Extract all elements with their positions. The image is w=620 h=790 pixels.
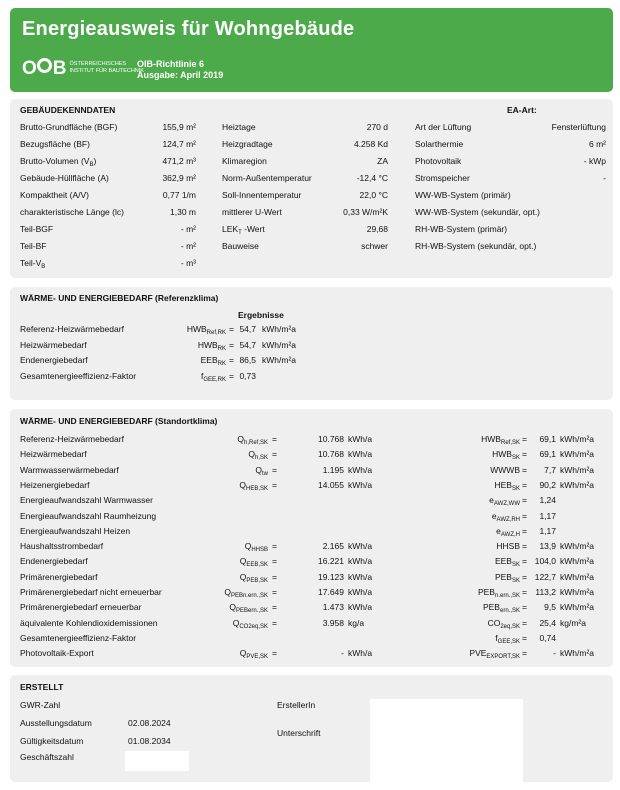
issue-date-label: Ausstellungsdatum: [20, 718, 92, 728]
label-text: Norm-Außentemperatur: [222, 173, 312, 183]
site-row-equals-specific: =: [522, 587, 527, 597]
site-row-value: 19.123: [318, 571, 344, 582]
building-data-label: [20, 122, 117, 133]
site-row-equals-specific: =: [522, 449, 527, 460]
site-row-symbol-specific: [400, 526, 520, 541]
climate-data-value: 270 d: [366, 122, 388, 132]
reference-row-symbol: [130, 371, 226, 386]
site-row-equals-specific: =: [522, 510, 527, 521]
site-row-unit: kWh/a: [348, 571, 373, 582]
site-row-symbol-specific: [400, 495, 520, 510]
site-row-equals-specific: =: [522, 602, 527, 613]
site-row-value: 17.649: [318, 587, 344, 597]
building-data-label: [20, 156, 96, 171]
site-row-unit: kWh/a: [348, 434, 373, 444]
site-row-label: Primärenergiebedarf: [20, 571, 98, 582]
ea-art-label: EA-Art:: [507, 105, 537, 115]
site-row-unit-specific: kWh/m²a: [560, 464, 594, 475]
site-row-symbol: [170, 541, 268, 556]
site-row-unit-specific: kWh/m²a: [560, 556, 594, 567]
site-row-symbol-specific: [400, 618, 520, 633]
site-row-value-specific: 1,24: [539, 495, 556, 506]
reference-row-label: Referenz-Heizwärmebedarf: [20, 324, 124, 334]
reference-row-label: Gesamtenergieeffizienz-Faktor: [20, 370, 137, 381]
symbol-text: PEB: [477, 587, 495, 597]
system-data-value: -: [603, 173, 606, 183]
site-row-value: 2.165: [322, 541, 344, 552]
site-row-unit: kWh/a: [348, 587, 373, 597]
reference-row-label: Heizwärmebedarf: [20, 339, 87, 350]
building-data-value: 155,9 m²: [162, 122, 196, 132]
climate-data-label: [222, 241, 259, 252]
building-data-label: [20, 173, 109, 184]
site-row-value: -: [341, 648, 344, 659]
site-row-unit: kg/a: [348, 617, 365, 628]
symbol-subscript: SK: [511, 455, 520, 462]
climate-data-value: -12,4 °C: [356, 173, 388, 183]
symbol-text: Q: [229, 602, 236, 613]
climate-data-label: [222, 122, 256, 133]
building-data-value: - m²: [180, 241, 196, 251]
symbol-subscript: PVE,SK: [246, 654, 268, 661]
building-data-value: 124,7 m²: [162, 139, 196, 149]
site-row-value: 1.473: [322, 602, 344, 613]
site-row-value-specific: 1,17: [539, 525, 556, 536]
site-row-value: 10.768: [318, 449, 344, 460]
site-row-equals: =: [272, 571, 277, 582]
symbol-text: Q: [239, 556, 247, 567]
file-number-box: [125, 751, 189, 771]
site-row-value-specific: 113,2: [535, 587, 556, 597]
symbol-text: EEB: [494, 556, 512, 567]
label-text: Bezugsfläche (BF): [20, 139, 90, 149]
reference-row-value: 86,5: [239, 355, 256, 365]
climate-data-label: [222, 139, 273, 150]
symbol-text: Q: [244, 541, 252, 552]
label-text: Brutto-Grundfläche (BGF): [20, 122, 118, 132]
reference-row-value: 54,7: [239, 339, 256, 350]
climate-data-value: 22,0 °C: [359, 190, 388, 200]
symbol-subscript: AWZ,H: [500, 531, 520, 538]
symbol-text: HWB: [186, 324, 207, 334]
site-row-label: Endenergiebedarf: [20, 556, 88, 567]
climate-data-value: schwer: [361, 241, 388, 251]
site-row-symbol: [170, 572, 268, 587]
label-subscript: B: [41, 264, 46, 270]
symbol-subscript: n.ern.,SK: [494, 593, 520, 599]
site-row-equals-specific: =: [522, 617, 527, 628]
symbol-subscript: PEBern.,SK: [235, 608, 268, 615]
climate-data-value: 29,68: [366, 224, 388, 234]
symbol-text: f: [200, 370, 204, 381]
climate-data-label: [222, 224, 265, 239]
site-row-unit-specific: kWh/m²a: [560, 587, 594, 597]
site-row-unit-specific: kWh/m²a: [560, 449, 594, 460]
site-row-equals: =: [272, 449, 277, 460]
site-row-equals: =: [272, 556, 277, 567]
site-row-symbol-specific: [400, 511, 520, 526]
symbol-text: HEB: [494, 479, 512, 490]
symbol-text: HHSB: [496, 541, 520, 552]
site-row-equals-specific: =: [522, 479, 527, 490]
symbol-text: Q: [237, 434, 244, 444]
building-data-value: - m³: [180, 258, 196, 268]
site-row-unit-specific: kWh/m²a: [560, 479, 594, 490]
site-row-unit: kWh/a: [348, 464, 373, 475]
symbol-text: Q: [239, 479, 246, 490]
signature-label: Unterschrift: [277, 728, 321, 738]
site-row-symbol-specific: [400, 587, 520, 602]
reference-row-symbol: [130, 340, 226, 355]
site-row-equals-specific: =: [522, 648, 527, 659]
section-title-created: ERSTELLT: [20, 682, 64, 692]
system-data-label: Photovoltaik: [415, 156, 462, 166]
symbol-text: Q: [239, 571, 247, 582]
system-data-value: Fensterlüftung: [551, 122, 606, 132]
site-row-value: 16.221: [318, 556, 344, 567]
label-text: mittlerer U-Wert: [222, 207, 282, 217]
symbol-text: HWB: [197, 339, 218, 350]
symbol-text: PVE: [469, 648, 487, 659]
oib-logo-text: ÖSTERREICHISCHES INSTITUT FÜR BAUTECHNIK: [69, 61, 144, 74]
symbol-subscript: EEB,SK: [246, 562, 268, 569]
site-row-symbol-specific: [400, 434, 520, 449]
file-number-label: Geschäftszahl: [20, 752, 74, 762]
symbol-text: WWWB: [490, 464, 520, 475]
site-row-value-specific: 0,74: [539, 632, 556, 643]
building-data-label: [20, 207, 124, 218]
symbol-text: EEB: [200, 355, 218, 365]
label-text: LEK: [222, 224, 239, 234]
site-row-equals-specific: =: [522, 556, 527, 567]
section-title-reference: WÄRME- UND ENERGIEBEDARF (Referenzklima): [20, 293, 219, 303]
reference-row-equals: =: [229, 324, 234, 334]
symbol-subscript: Ref,SK: [500, 440, 520, 446]
site-row-symbol-specific: [400, 633, 520, 648]
symbol-text: PEB: [482, 602, 500, 613]
site-row-label: Warmwasserwärmebedarf: [20, 464, 119, 475]
system-data-label: WW-WB-System (sekundär, opt.): [415, 207, 541, 217]
site-row-symbol-specific: [400, 449, 520, 464]
site-row-symbol: [170, 449, 268, 464]
site-row-unit: kWh/a: [348, 541, 373, 552]
creator-label: ErstellerIn: [277, 700, 316, 710]
symbol-subscript: Ref,RK: [206, 330, 226, 336]
site-row-value: 10.768: [318, 434, 344, 444]
symbol-subscript: AWZ,RH: [496, 516, 520, 523]
symbol-subscript: PEBn.ern.,SK: [230, 593, 268, 599]
site-row-label: Referenz-Heizwärmebedarf: [20, 434, 124, 444]
label-text: Soll-Innentemperatur: [222, 190, 302, 200]
climate-data-label: [222, 173, 312, 184]
building-data-value: 1,30 m: [170, 207, 196, 217]
site-row-value: 14.055: [318, 479, 344, 490]
label-suffix: -Wert: [241, 224, 265, 234]
site-row-equals-specific: =: [522, 495, 527, 506]
header-banner: [10, 8, 613, 92]
climate-data-label: [222, 190, 301, 201]
system-data-value: 6 m²: [589, 139, 606, 149]
site-row-equals-specific: =: [522, 434, 527, 444]
symbol-text: Q: [232, 617, 240, 628]
site-row-symbol: [170, 434, 268, 449]
site-row-equals: =: [272, 617, 277, 628]
symbol-text: e: [491, 510, 497, 521]
site-row-unit-specific: kWh/m²a: [560, 541, 594, 552]
site-row-value-specific: -: [553, 648, 556, 659]
reference-row-value: 0,73: [239, 370, 256, 381]
system-data-value: - kWp: [583, 156, 606, 166]
site-row-symbol-specific: [400, 480, 520, 495]
building-data-label: [20, 258, 45, 273]
symbol-subscript: PEB,SK: [246, 577, 268, 584]
reference-climate-panel: [10, 287, 613, 400]
symbol-text: e: [496, 525, 501, 536]
reference-row-equals: =: [229, 370, 234, 381]
site-row-unit: kWh/a: [348, 479, 373, 490]
site-row-value-specific: 13,9: [539, 541, 556, 552]
site-row-unit-specific: kWh/m²a: [560, 434, 594, 444]
symbol-subscript: h,Ref,SK: [243, 440, 268, 446]
oib-logo-mark: O B: [22, 58, 66, 79]
results-heading: Ergebnisse: [238, 310, 284, 320]
symbol-text: Q: [248, 449, 255, 460]
building-data-value: 362,9 m²: [162, 173, 196, 183]
symbol-subscript: GEE,RK: [203, 376, 226, 383]
label-text: Brutto-Volumen (V: [20, 156, 90, 166]
site-row-label: Haushaltsstrombedarf: [20, 541, 104, 552]
symbol-text: f: [495, 632, 498, 643]
site-row-value-specific: 90,2: [539, 479, 556, 490]
site-row-unit-specific: kWh/m²a: [560, 602, 594, 613]
site-row-symbol-specific: [400, 648, 520, 663]
gwr-label: GWR-Zahl: [20, 700, 61, 710]
created-panel: [10, 675, 613, 782]
symbol-subscript: SK: [511, 485, 520, 492]
site-row-label: Heizwärmebedarf: [20, 449, 87, 460]
site-row-symbol: [170, 602, 268, 617]
site-row-unit: kWh/a: [348, 556, 373, 567]
site-row-value-specific: 69,1: [539, 449, 556, 460]
system-data-label: WW-WB-System (primär): [415, 190, 511, 200]
reference-row-label: Endenergiebedarf: [20, 355, 88, 365]
site-row-label: Energieaufwandszahl Raumheizung: [20, 510, 157, 521]
symbol-subscript: CO2eq,SK: [239, 623, 268, 630]
symbol-subscript: h,SK: [254, 455, 268, 462]
symbol-subscript: EXPORT,SK: [486, 654, 520, 661]
site-row-unit-specific: kg/m²a: [560, 617, 586, 628]
site-climate-panel: [10, 409, 613, 667]
site-row-symbol-specific: [400, 556, 520, 571]
oib-logo: [22, 58, 144, 78]
label-text: Klimaregion: [222, 156, 267, 166]
site-row-label: Heizenergiebedarf: [20, 479, 90, 490]
site-row-symbol: [170, 587, 268, 602]
climate-data-label: [222, 207, 282, 218]
site-row-value-specific: 69,1: [539, 434, 556, 444]
site-row-symbol: [170, 465, 268, 480]
site-row-equals-specific: =: [522, 541, 527, 552]
site-row-equals: =: [272, 464, 277, 475]
reference-row-equals: =: [229, 355, 234, 365]
symbol-text: PEB: [494, 571, 512, 582]
label-text: charakteristische Länge (lc): [20, 207, 124, 217]
site-row-value-specific: 122,7: [534, 571, 556, 582]
site-row-equals: =: [272, 541, 277, 552]
label-subscript: T: [238, 230, 242, 236]
label-text: Kompaktheit (A/V): [20, 190, 89, 200]
site-row-label: Energieaufwandszahl Heizen: [20, 525, 131, 536]
symbol-subscript: GEE,SK: [497, 638, 520, 645]
symbol-subscript: ern.,SK: [499, 608, 520, 615]
system-data-label: RH-WB-System (sekundär, opt.): [415, 241, 537, 251]
issue-date-value: 02.08.2024: [128, 718, 171, 728]
site-row-value-specific: 7,7: [544, 464, 556, 475]
symbol-subscript: SK: [511, 577, 520, 584]
page-title: Energieausweis für Wohngebäude: [22, 18, 355, 40]
symbol-subscript: HEB,SK: [245, 485, 268, 492]
symbol-text: Q: [255, 464, 262, 475]
system-data-label: RH-WB-System (primär): [415, 224, 508, 234]
site-row-symbol: [170, 618, 268, 633]
building-data-label: [20, 241, 46, 252]
symbol-text: HWB: [492, 449, 512, 460]
label-text: Bauweise: [222, 241, 259, 251]
symbol-text: HWB: [481, 434, 501, 444]
site-row-value-specific: 1,17: [539, 510, 556, 521]
site-row-equals-specific: =: [522, 464, 527, 475]
system-data-label: Art der Lüftung: [415, 122, 472, 132]
valid-date-value: 01.08.2034: [128, 736, 171, 746]
climate-data-value: 4.258 Kd: [353, 139, 388, 149]
site-row-equals: =: [272, 434, 277, 444]
site-row-unit-specific: kWh/m²a: [560, 648, 594, 659]
symbol-subscript: RK: [217, 361, 226, 367]
reference-row-unit: kWh/m²a: [262, 339, 296, 350]
site-row-symbol-specific: [400, 602, 520, 617]
symbol-subscript: 2eq,SK: [500, 623, 520, 630]
climate-data-label: [222, 156, 267, 167]
site-row-value-specific: 104,0: [534, 556, 556, 567]
reference-row-unit: kWh/m²a: [262, 324, 296, 334]
symbol-subscript: SK: [511, 562, 520, 569]
symbol-subscript: RK: [217, 345, 226, 352]
section-title-building: GEBÄUDEKENNDATEN: [20, 105, 116, 115]
site-row-label: äquivalente Kohlendioxidemissionen: [20, 617, 158, 628]
symbol-text: Q: [224, 587, 231, 597]
symbol-text: CO: [487, 617, 501, 628]
symbol-text: Q: [239, 648, 247, 659]
creator-signature-box: [370, 699, 523, 782]
site-row-equals-specific: =: [522, 571, 527, 582]
site-row-symbol-specific: [400, 541, 520, 556]
label-subscript: B: [89, 162, 94, 168]
site-row-label: Primärenergiebedarf erneuerbar: [20, 602, 142, 613]
label-text: Heiztage: [222, 122, 256, 132]
building-data-label: [20, 190, 89, 201]
site-row-symbol: [170, 480, 268, 495]
building-data-value: 471,2 m³: [162, 156, 196, 166]
site-row-equals-specific: =: [522, 525, 527, 536]
site-row-unit: kWh/a: [348, 648, 373, 659]
site-row-label: Primärenergiebedarf nicht erneuerbar: [20, 587, 162, 597]
reference-row-unit: kWh/m²a: [262, 355, 296, 365]
edition: Ausgabe: April 2019: [137, 70, 224, 80]
site-row-value-specific: 25,4: [539, 617, 556, 628]
site-row-value-specific: 9,5: [544, 602, 556, 613]
site-row-equals: =: [272, 587, 277, 597]
climate-data-value: ZA: [377, 156, 388, 166]
site-row-unit: kWh/a: [348, 602, 373, 613]
directive-info: [137, 59, 223, 81]
site-row-symbol: [170, 648, 268, 663]
building-data-panel: [10, 99, 613, 278]
symbol-subscript: tw: [262, 470, 268, 477]
site-row-symbol-specific: [400, 465, 520, 480]
site-row-unit-specific: kWh/m²a: [560, 571, 594, 582]
symbol-subscript: HHSB: [251, 547, 268, 554]
site-row-equals: =: [272, 648, 277, 659]
reference-row-value: 54,7: [239, 324, 256, 334]
section-title-site: WÄRME- UND ENERGIEBEDARF (Standortklima): [20, 416, 218, 426]
building-data-label: [20, 224, 53, 235]
site-row-label: Energieaufwandszahl Warmwasser: [20, 495, 153, 506]
directive: OIB-Richtlinie 6: [137, 59, 205, 69]
system-data-label: Stromspeicher: [415, 173, 470, 183]
building-data-value: - m²: [180, 224, 196, 234]
site-row-equals: =: [272, 602, 277, 613]
label-suffix: ): [93, 156, 97, 166]
site-row-equals: =: [272, 479, 277, 490]
site-row-equals-specific: =: [522, 632, 527, 643]
symbol-subscript: AWZ,WW: [493, 501, 520, 508]
site-row-symbol-specific: [400, 572, 520, 587]
reference-row-symbol: [130, 324, 226, 339]
label-text: Teil-BF: [20, 241, 47, 251]
site-row-label: Gesamtenergieeffizienz-Faktor: [20, 632, 137, 643]
label-text: Teil-BGF: [20, 224, 54, 234]
climate-data-value: 0,33 W/m²K: [343, 207, 388, 217]
valid-date-label: Gültigkeitsdatum: [20, 736, 84, 746]
site-row-value: 3.958: [322, 617, 344, 628]
system-data-label: Solarthermie: [415, 139, 464, 149]
building-data-value: 0,77 1/m: [162, 190, 196, 200]
site-row-symbol: [170, 556, 268, 571]
label-text: Heizgradtage: [222, 139, 273, 149]
symbol-text: e: [489, 495, 494, 506]
label-text: Teil-V: [20, 258, 42, 268]
label-text: Gebäude-Hüllfläche (A): [20, 173, 109, 183]
building-data-label: [20, 139, 90, 150]
reference-row-equals: =: [229, 339, 234, 350]
site-row-unit: kWh/a: [348, 449, 373, 460]
site-row-value: 1.195: [322, 464, 344, 475]
reference-row-symbol: [130, 355, 226, 370]
site-row-label: Photovoltaik-Export: [20, 648, 94, 659]
